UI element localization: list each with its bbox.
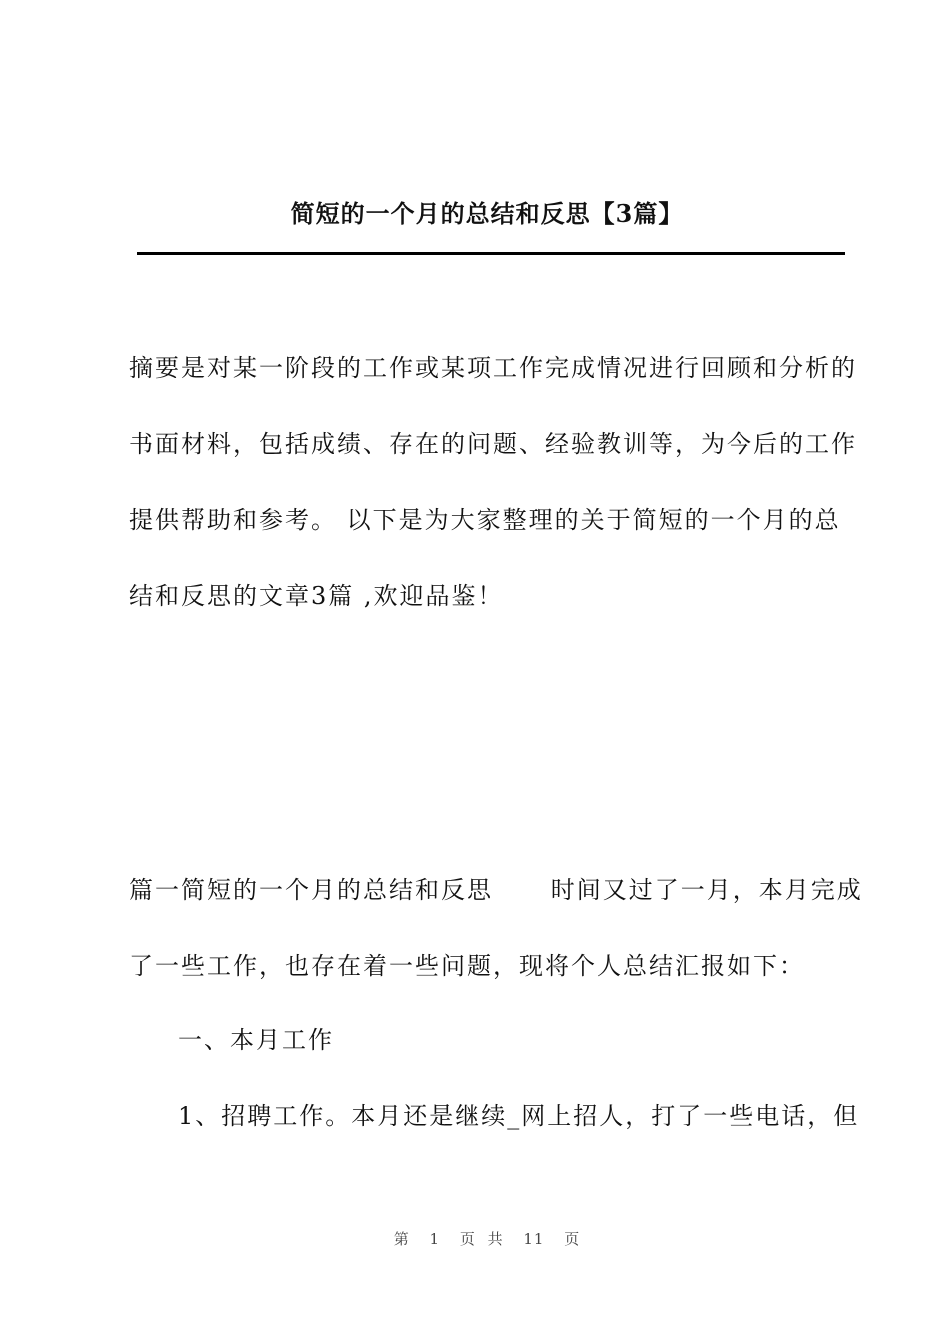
section-line: 篇一简短的一个月的总结和反思 时间又过了一月，本月完成 <box>129 876 863 904</box>
footer-label-page: 第 <box>393 1230 410 1248</box>
abstract-line: 摘要是对某一阶段的工作或某项工作完成情况进行回顾和分析的 <box>129 354 857 382</box>
footer-label-pages: 页 <box>564 1230 581 1248</box>
title-underline <box>137 252 845 255</box>
footer-page-number: 1 <box>429 1230 441 1248</box>
footer-label-of: 页 共 <box>459 1230 504 1248</box>
abstract-line: 书面材料，包括成绩、存在的问题、经验教训等，为今后的工作 <box>129 430 857 458</box>
abstract-line: 提供帮助和参考。 以下是为大家整理的关于简短的一个月的总 <box>129 506 841 534</box>
document-title: 简短的一个月的总结和反思【3篇】 <box>290 199 684 228</box>
page-footer <box>0 1228 950 1249</box>
abstract-line: 结和反思的文章3篇 ,欢迎品鉴！ <box>129 582 504 610</box>
section-line: 了一些工作，也存在着一些问题，现将个人总结汇报如下： <box>129 952 805 980</box>
subheading: 一、本月工作 <box>178 1026 334 1054</box>
list-item: 1、招聘工作。本月还是继续_网上招人，打了一些电话，但 <box>178 1102 860 1130</box>
footer-total-pages: 11 <box>523 1230 545 1248</box>
